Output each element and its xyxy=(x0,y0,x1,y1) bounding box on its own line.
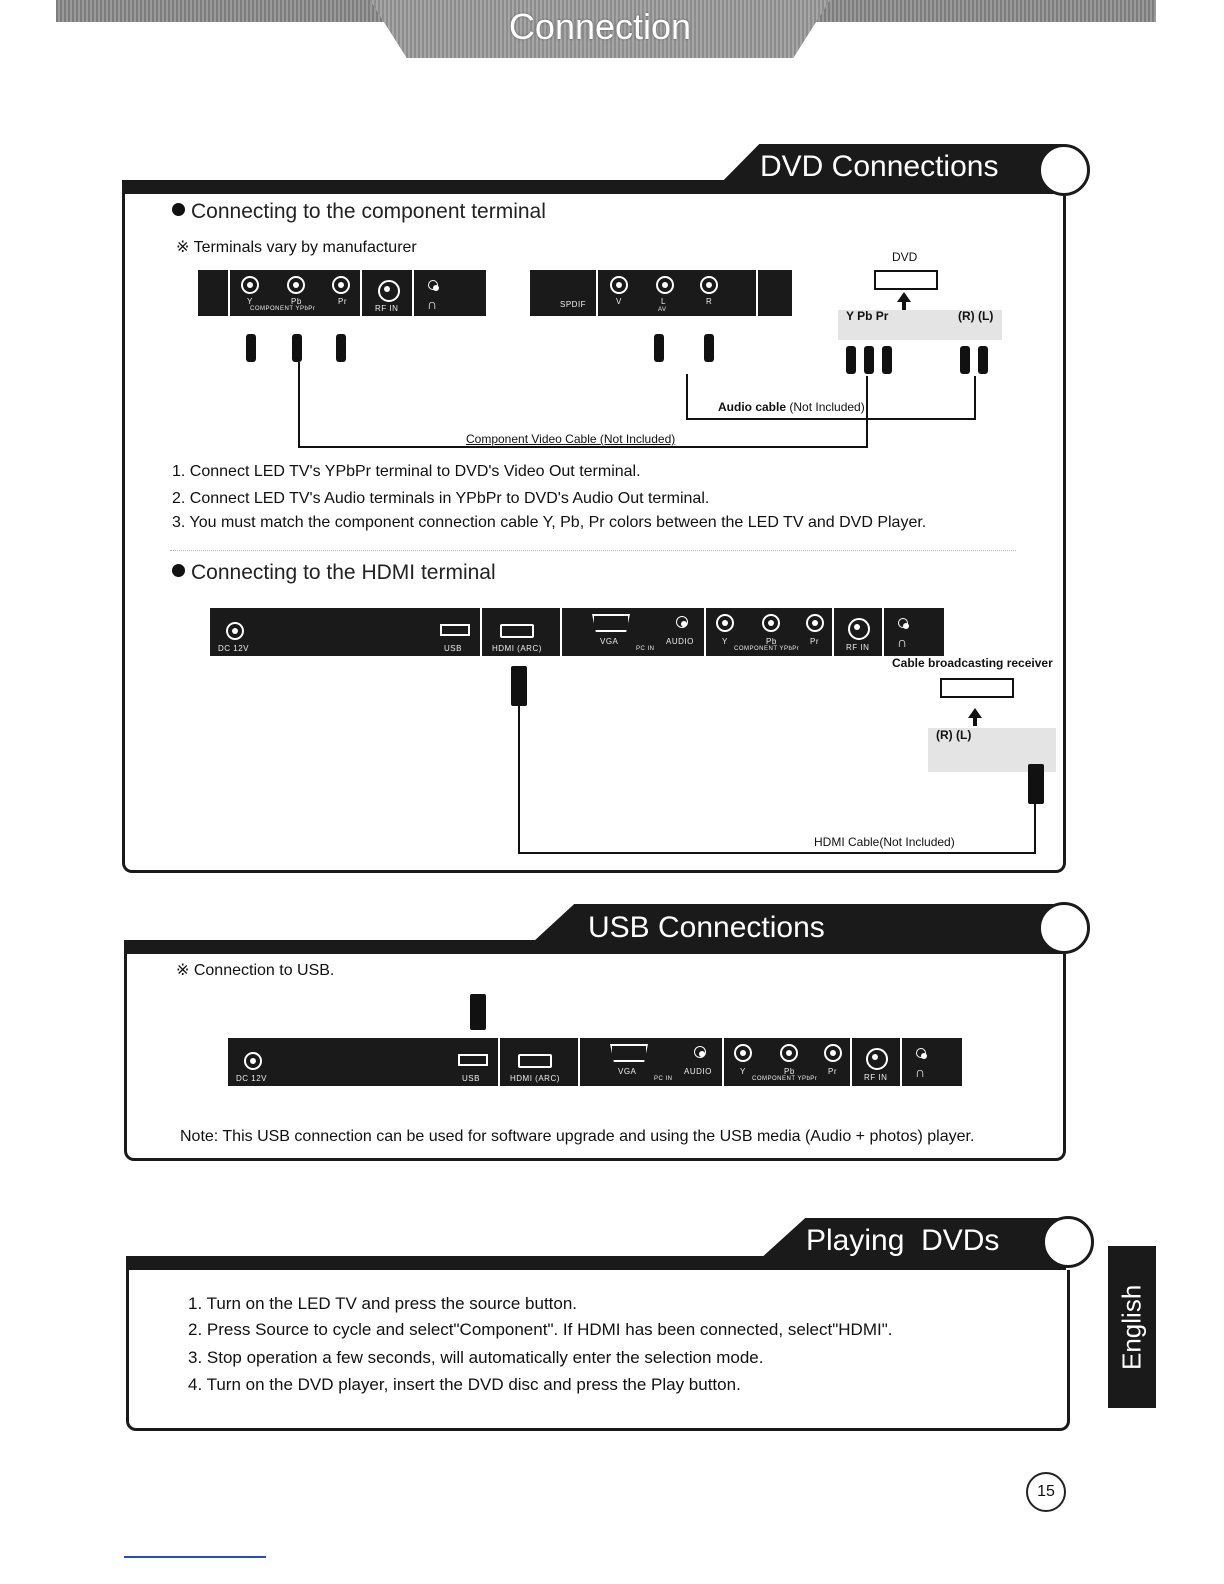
label-av-group: AV xyxy=(658,307,667,313)
panel-divider xyxy=(578,1038,580,1086)
label-dc: DC 12V xyxy=(218,644,250,653)
av-panel xyxy=(530,270,792,316)
rca-plug-icon xyxy=(882,346,892,374)
jack-pb-icon xyxy=(762,614,780,632)
label-pb: Pb xyxy=(784,1067,795,1076)
headphone-icon: ∩ xyxy=(897,634,908,650)
panel-divider xyxy=(412,270,414,316)
headphone-jack-icon xyxy=(916,1048,926,1058)
audio-cable-text: Audio cable xyxy=(718,400,787,414)
label-rf-in: RF IN xyxy=(864,1073,888,1082)
rca-plug-icon xyxy=(864,346,874,374)
label-usb: USB xyxy=(444,644,462,653)
panel-divider xyxy=(480,608,482,656)
up-arrow-stem xyxy=(973,718,977,726)
hdmi-cable-label: HDMI Cable(Not Included) xyxy=(814,835,955,849)
playing-section-title: Playing DVDs xyxy=(806,1224,1000,1257)
label-usb: USB xyxy=(462,1074,480,1083)
jack-l-icon xyxy=(656,276,674,294)
dvd-device-label: DVD xyxy=(892,250,918,264)
headphone-jack-icon xyxy=(898,618,908,628)
cable-line xyxy=(298,362,300,446)
label-hdmi: HDMI (ARC) xyxy=(510,1074,560,1083)
jack-pr-icon xyxy=(806,614,824,632)
panel-divider xyxy=(882,608,884,656)
usb-section-circle xyxy=(1038,902,1090,954)
audio-jack-icon xyxy=(676,616,688,628)
rear-panel-usb xyxy=(228,1038,962,1086)
headphone-icon: ∩ xyxy=(915,1064,926,1080)
bullet-icon xyxy=(172,564,185,577)
audio-jack-icon xyxy=(694,1046,706,1058)
bullet-icon xyxy=(172,203,185,216)
up-arrow-stem xyxy=(902,302,906,310)
terminals-note: ※ Terminals vary by manufacturer xyxy=(176,239,417,256)
panel-divider xyxy=(360,270,362,316)
rf-in-icon xyxy=(866,1048,888,1070)
component-heading-text: Connecting to the component terminal xyxy=(191,200,546,223)
panel-divider xyxy=(756,270,758,316)
panel-divider xyxy=(900,1038,902,1086)
receiver-ports-label: (R) (L) xyxy=(936,728,972,742)
dvd-step-2: 2. Connect LED TV's Audio terminals in YPbPr to DVD's Audio Out terminal. xyxy=(172,490,710,507)
panel-divider xyxy=(832,608,834,656)
label-vga: VGA xyxy=(618,1067,637,1076)
jack-r-icon xyxy=(700,276,718,294)
label-v: V xyxy=(616,297,622,306)
label-audio: AUDIO xyxy=(666,637,694,646)
cable-line xyxy=(518,852,1036,854)
hdmi-plug-icon xyxy=(1028,764,1044,804)
page-number: 15 xyxy=(1026,1472,1066,1512)
hdmi-heading-text: Connecting to the HDMI terminal xyxy=(191,561,496,584)
usb-section-title: USB Connections xyxy=(588,911,825,944)
component-heading xyxy=(172,200,546,224)
dvd-ports-left-label: Y Pb Pr xyxy=(846,309,889,323)
dvd-step-3: 3. You must match the component connection cable Y, Pb, Pr colors between the LED TV and DVD Player. xyxy=(172,514,927,531)
hdmi-port-icon xyxy=(500,624,534,638)
playing-section-circle xyxy=(1042,1216,1094,1268)
hdmi-port-icon xyxy=(518,1054,552,1068)
section-divider xyxy=(170,550,1016,551)
label-pc-in: PC IN xyxy=(636,646,655,652)
label-component-group: COMPONENT YPbPr xyxy=(250,306,316,312)
panel-divider xyxy=(596,270,598,316)
rca-plug-icon xyxy=(978,346,988,374)
cable-line xyxy=(298,446,868,448)
panel-divider xyxy=(704,608,706,656)
rca-plug-icon xyxy=(336,334,346,362)
label-spdif: SPDIF xyxy=(560,300,587,309)
jack-y-icon xyxy=(734,1044,752,1062)
hdmi-heading xyxy=(172,561,496,585)
playing-step-1: 1. Turn on the LED TV and press the source button. xyxy=(188,1294,578,1313)
label-vga: VGA xyxy=(600,637,619,646)
label-rf-in: RF IN xyxy=(375,304,399,313)
playing-step-2: 2. Press Source to cycle and select"Component". If HDMI has been connected, select"HDMI". xyxy=(188,1320,893,1339)
dc-power-icon xyxy=(244,1052,262,1070)
jack-v-icon xyxy=(610,276,628,294)
label-pr: Pr xyxy=(810,637,819,646)
panel-divider xyxy=(722,1038,724,1086)
usb-note-top: ※ Connection to USB. xyxy=(176,962,335,979)
component-cable-label: Component Video Cable (Not Included) xyxy=(466,432,676,446)
label-pr: Pr xyxy=(338,297,347,306)
vga-port-icon xyxy=(610,1044,648,1062)
dvd-section-circle xyxy=(1038,144,1090,196)
label-y: Y xyxy=(722,637,728,646)
label-pb: Pb xyxy=(291,297,302,306)
hdmi-plug-icon xyxy=(511,666,527,706)
dc-power-icon xyxy=(226,622,244,640)
jack-pb-icon xyxy=(780,1044,798,1062)
dvd-step-1: 1. Connect LED TV's YPbPr terminal to DVD's Video Out terminal. xyxy=(172,463,641,480)
label-dc: DC 12V xyxy=(236,1074,268,1083)
up-arrow-icon xyxy=(968,708,982,718)
dvd-player-icon xyxy=(874,270,938,290)
label-component: COMPONENT YPbPr xyxy=(752,1076,818,1082)
playing-step-4: 4. Turn on the DVD player, insert the DVD disc and press the Play button. xyxy=(188,1375,741,1394)
dvd-section-title: DVD Connections xyxy=(760,150,999,183)
jack-pb-icon xyxy=(287,276,305,294)
jack-pr-icon xyxy=(332,276,350,294)
usb-stick-icon xyxy=(470,994,486,1030)
rca-plug-icon xyxy=(846,346,856,374)
label-r: R xyxy=(706,297,713,306)
rca-plug-icon xyxy=(960,346,970,374)
label-audio: AUDIO xyxy=(684,1067,712,1076)
footer-link-line xyxy=(124,1556,266,1558)
playing-step-3: 3. Stop operation a few seconds, will automatically enter the selection mode. xyxy=(188,1348,764,1367)
language-tab-label: English xyxy=(1116,1284,1147,1370)
jack-y-icon xyxy=(241,276,259,294)
audio-cable-label xyxy=(718,400,865,414)
up-arrow-icon xyxy=(897,292,911,302)
page-title: Connection xyxy=(508,6,692,47)
cable-line xyxy=(686,374,688,418)
component-panel xyxy=(198,270,486,316)
label-l: L xyxy=(661,297,666,306)
panel-divider xyxy=(498,1038,500,1086)
vga-port-icon xyxy=(592,614,630,632)
label-hdmi: HDMI (ARC) xyxy=(492,644,542,653)
rca-plug-icon xyxy=(704,334,714,362)
label-rf-in: RF IN xyxy=(846,643,870,652)
label-component: COMPONENT YPbPr xyxy=(734,646,800,652)
rca-plug-icon xyxy=(246,334,256,362)
jack-pr-icon xyxy=(824,1044,842,1062)
cable-line xyxy=(686,418,976,420)
rca-plug-icon xyxy=(654,334,664,362)
label-pb: Pb xyxy=(766,637,777,646)
label-y: Y xyxy=(247,297,253,306)
headphone-icon: ∩ xyxy=(427,296,438,312)
headphone-jack-icon xyxy=(428,280,438,290)
receiver-label: Cable broadcasting receiver xyxy=(892,656,1053,670)
rca-plug-icon xyxy=(292,334,302,362)
usb-port-icon xyxy=(458,1054,488,1066)
jack-y-icon xyxy=(716,614,734,632)
cable-line xyxy=(1034,804,1036,852)
usb-note-bottom: Note: This USB connection can be used for software upgrade and using the USB media (Audio + photos) player. xyxy=(180,1128,975,1145)
panel-divider xyxy=(228,270,230,316)
label-y: Y xyxy=(740,1067,746,1076)
usb-port-icon xyxy=(440,624,470,636)
panel-divider xyxy=(560,608,562,656)
cable-line xyxy=(974,376,976,420)
rf-in-icon xyxy=(378,280,400,302)
label-pc-in: PC IN xyxy=(654,1076,673,1082)
cable-receiver-icon xyxy=(940,678,1014,698)
audio-cable-note: (Not Included) xyxy=(789,400,865,414)
cable-line xyxy=(866,376,868,446)
rf-in-icon xyxy=(848,618,870,640)
label-pr: Pr xyxy=(828,1067,837,1076)
panel-divider xyxy=(850,1038,852,1086)
dvd-ports-right-label: (R) (L) xyxy=(958,309,994,323)
cable-line xyxy=(518,706,520,852)
rear-panel-hdmi xyxy=(210,608,944,656)
